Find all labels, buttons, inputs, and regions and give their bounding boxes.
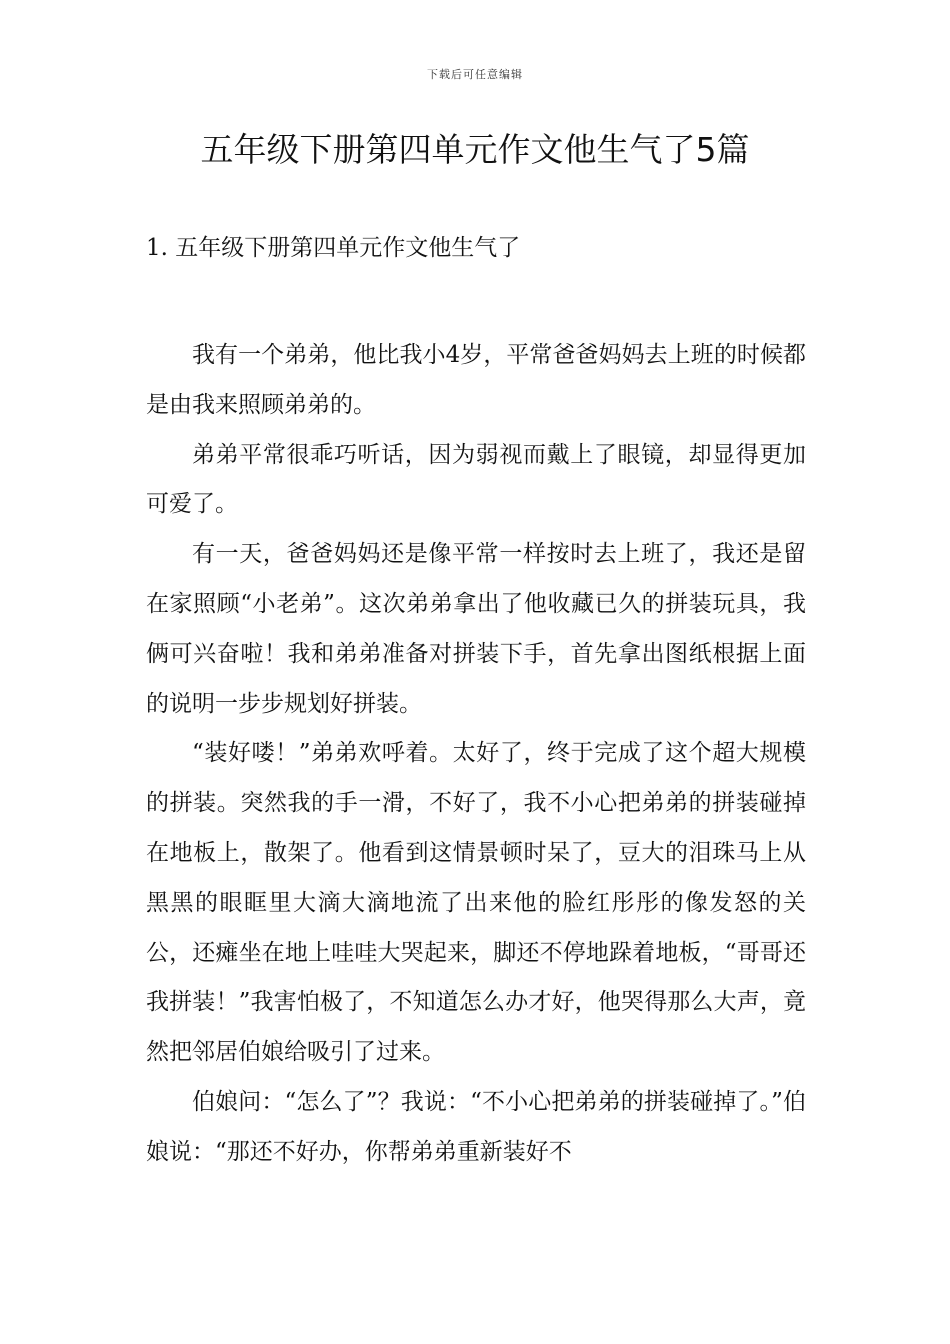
section-heading: 1. 五年级下册第四单元作文他生气了 [146,235,521,261]
paragraph: 弟弟平常很乖巧听话，因为弱视而戴上了眼镜，却显得更加可爱了。 [146,441,806,518]
paragraph: 伯娘问：“怎么了”？我说：“不小心把弟弟的拼装碰掉了。”伯娘说：“那还不好办，你帮弟弟重新装好不 [146,1088,806,1165]
paragraph: 有一天，爸爸妈妈还是像平常一样按时去上班了，我还是留在家照顾“小老弟”。这次弟弟拿出了他收藏已久的拼装玩具，我俩可兴奋啦！我和弟弟准备对拼装下手，首先拿出图纸根据上面的说明一步步规划好拼装。 [146,541,806,717]
document-title: 五年级下册第四单元作文他生气了5篇 [200,130,750,169]
paragraph: 我有一个弟弟，他比我小4岁，平常爸爸妈妈去上班的时候都是由我来照顾弟弟的。 [146,342,806,418]
header-note: 下载后可任意编辑 [427,68,523,81]
article-body [146,331,806,1178]
paragraph: “装好喽！”弟弟欢呼着。太好了，终于完成了这个超大规模的拼装。突然我的手一滑，不好了，我不小心把弟弟的拼装碰掉在地板上，散架了。他看到这情景顿时呆了，豆大的泪珠马上从黑黑的眼眶里大滴大滴地流了出来他的脸红彤彤的像发怒的关公，还瘫坐在地上哇哇大哭起来，脚还不停地跺着地板，“哥哥还我拼装！”我害怕极了，不知道怎么办才好，他哭得那么大声，竟然把邻居伯娘给吸引了过来。 [146,740,806,1066]
